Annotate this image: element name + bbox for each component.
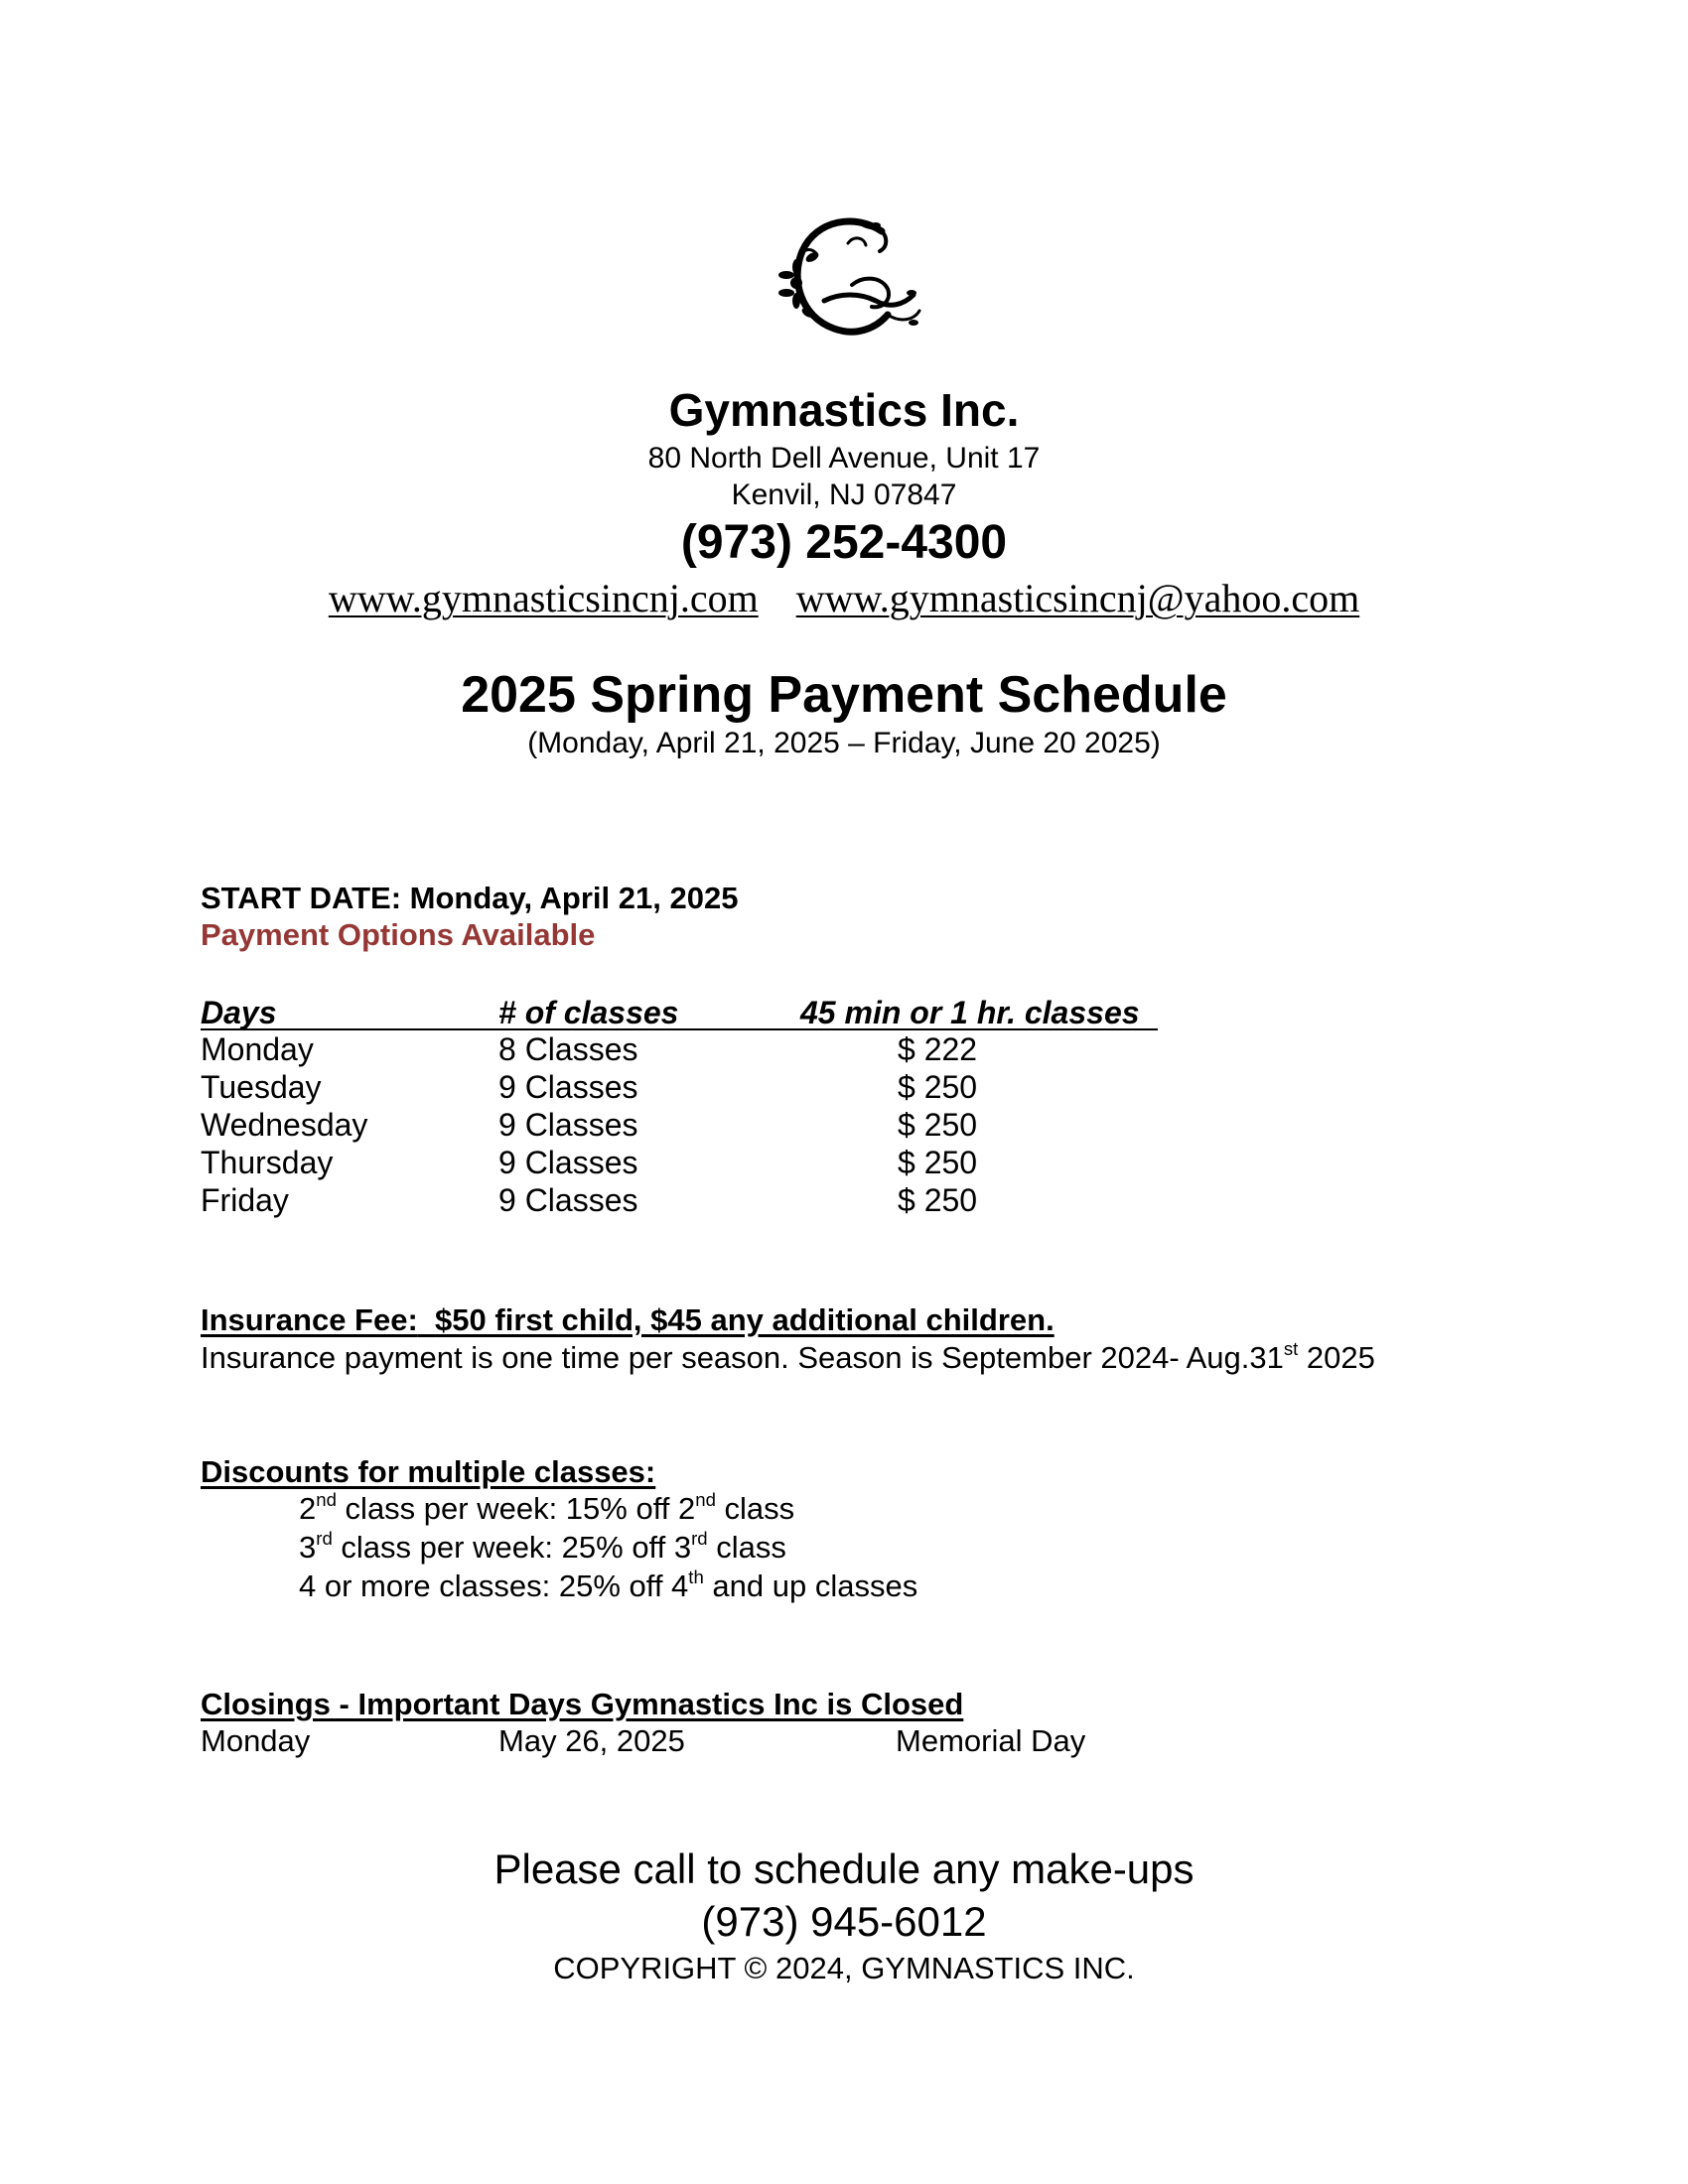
row-price: $ 222: [898, 1031, 978, 1067]
column-header-days: Days: [201, 995, 277, 1030]
schedule-table-header: [201, 993, 1158, 1030]
payment-options-heading: Payment Options Available: [201, 917, 596, 952]
row-price: $ 250: [898, 1069, 978, 1105]
table-row: [201, 1030, 1194, 1068]
discount-sup: rd: [316, 1527, 333, 1549]
organization-name: Gymnastics Inc.: [668, 384, 1020, 436]
discounts-heading: Discounts for multiple classes:: [201, 1454, 656, 1489]
closing-holiday: Memorial Day: [896, 1723, 1086, 1758]
column-header-classes: # of classes: [498, 995, 679, 1030]
row-price: $ 250: [898, 1182, 978, 1218]
insurance-text-end: 2025: [1298, 1340, 1375, 1375]
table-row: [201, 1181, 1194, 1219]
makeup-call-text: Please call to schedule any make-ups: [493, 1845, 1195, 1892]
discount-sup: nd: [695, 1488, 716, 1510]
row-classes: 9 Classes: [498, 1145, 638, 1180]
row-day: Thursday: [201, 1145, 334, 1180]
insurance-heading-detail: $50 first child, $45 any additional children.: [435, 1302, 1055, 1337]
insurance-heading: [201, 1300, 1055, 1340]
row-day: Monday: [201, 1031, 314, 1067]
closings-heading: Closings - Important Days Gymnastics Inc is Closed: [201, 1687, 964, 1721]
table-row: [201, 1721, 1194, 1761]
row-classes: 9 Classes: [498, 1107, 638, 1143]
insurance-heading-label: Insurance Fee:: [201, 1302, 418, 1337]
main-phone: (973) 252-4300: [680, 516, 1008, 569]
web-links: [0, 574, 1688, 623]
row-day: Friday: [201, 1182, 289, 1218]
row-day: Tuesday: [201, 1069, 322, 1105]
discount-sup: nd: [316, 1488, 337, 1510]
table-row: [201, 1106, 1194, 1144]
discount-text: class: [715, 1491, 795, 1526]
schedule-table: [201, 993, 1194, 1219]
discount-text: class: [707, 1530, 786, 1565]
page-title: 2025 Spring Payment Schedule: [461, 666, 1227, 724]
discount-text: 2: [299, 1491, 317, 1526]
row-day: Wednesday: [201, 1107, 368, 1143]
discount-text: 3: [299, 1530, 317, 1565]
closing-day: Monday: [201, 1723, 311, 1758]
discount-sup: rd: [691, 1527, 708, 1549]
row-classes: 9 Classes: [498, 1069, 638, 1105]
discounts-list: [299, 1489, 917, 1605]
insurance-text: [201, 1338, 1375, 1378]
discount-text: and up classes: [703, 1569, 918, 1603]
table-row: [201, 1068, 1194, 1106]
website-link[interactable]: www.gymnasticsincnj.com: [328, 576, 759, 620]
row-price: $ 250: [898, 1145, 978, 1180]
list-item: [299, 1489, 917, 1528]
table-row: [201, 1144, 1194, 1181]
discount-text: class per week: 25% off 3: [332, 1530, 692, 1565]
column-header-price: 45 min or 1 hr. classes: [800, 995, 1140, 1030]
list-item: [299, 1567, 917, 1605]
discount-text: 4 or more classes: 25% off 4: [299, 1569, 689, 1603]
insurance-text-main: Insurance payment is one time per season. Season is September 2024- Aug.31: [201, 1340, 1284, 1375]
start-date: START DATE: Monday, April 21, 2025: [201, 881, 739, 915]
makeup-phone: (973) 945-6012: [701, 1898, 987, 1945]
discount-text: class per week: 15% off 2: [336, 1491, 696, 1526]
copyright: COPYRIGHT © 2024, GYMNASTICS INC.: [553, 1951, 1135, 1985]
discount-sup: th: [688, 1566, 704, 1587]
row-classes: 9 Classes: [498, 1182, 638, 1218]
closing-date: May 26, 2025: [498, 1723, 685, 1758]
row-classes: 8 Classes: [498, 1031, 638, 1067]
list-item: [299, 1528, 917, 1567]
page-subtitle: (Monday, April 21, 2025 – Friday, June 20 2025): [527, 727, 1161, 759]
row-price: $ 250: [898, 1107, 978, 1143]
gymnastics-inc-logo-icon: [765, 213, 928, 342]
address-line-1: 80 North Dell Avenue, Unit 17: [647, 442, 1041, 475]
email-link[interactable]: www.gymnasticsincnj@yahoo.com: [795, 576, 1360, 620]
address-line-2: Kenvil, NJ 07847: [731, 478, 957, 511]
insurance-text-sup: st: [1283, 1337, 1299, 1359]
